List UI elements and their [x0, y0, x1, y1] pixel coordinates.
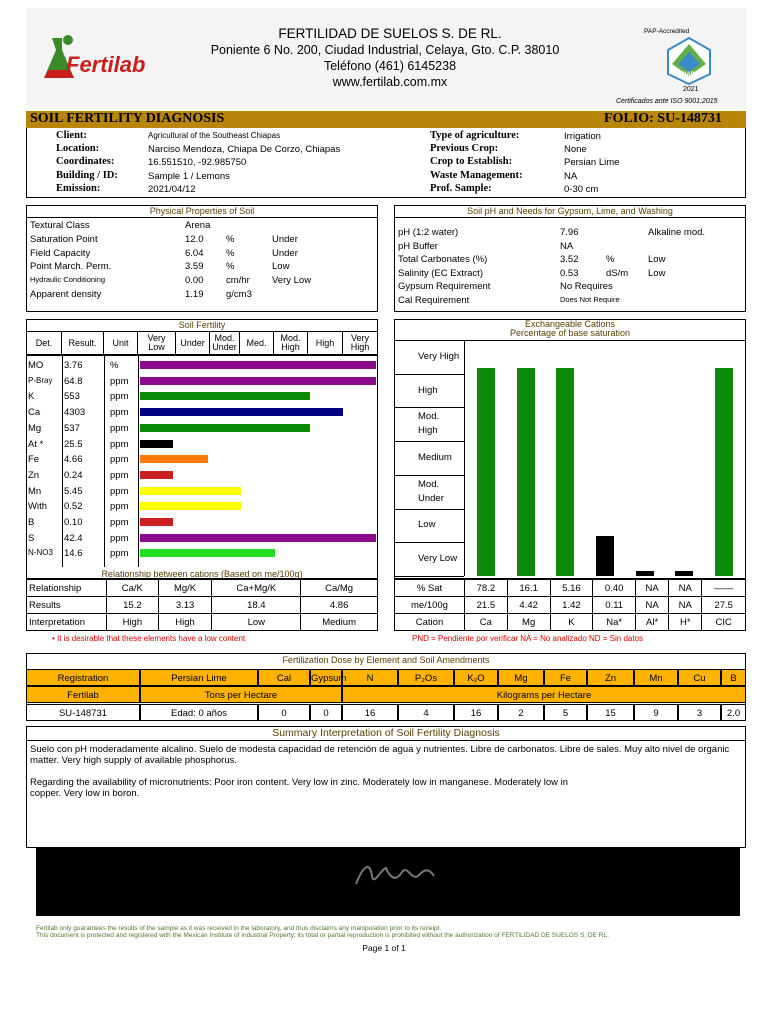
dose-value-cell: SU-148731	[26, 704, 140, 721]
cell: Ca/Mg	[301, 580, 378, 597]
fertility-bar	[140, 549, 275, 557]
cell: 15.2	[107, 597, 159, 614]
fertility-det: Fe	[28, 454, 40, 466]
physical-value: 6.04	[185, 247, 204, 259]
physical-value: Arena	[185, 220, 211, 231]
company-address: Poniente 6 No. 200, Ciudad Industrial, Celaya, Gto. C.P. 38010	[210, 43, 560, 57]
dose-header-cell: N	[342, 669, 398, 686]
cations-level-label: Mod. Under	[418, 478, 444, 504]
info-label: Emission:	[56, 183, 101, 194]
iso-label: Certificados ante ISO 9001:2015	[616, 98, 718, 105]
dose-header-cell: Zn	[587, 669, 634, 686]
dose-header-cell: Mg	[498, 669, 544, 686]
page-number: Page 1 of 1	[362, 943, 406, 953]
fertility-result: 25.5	[64, 438, 83, 450]
fertility-result: 14.6	[64, 548, 83, 560]
cell: NA	[636, 580, 669, 597]
fertility-header-cell: Unit	[104, 331, 138, 355]
fertility-result: 3.76	[64, 360, 83, 371]
fertility-col-line	[62, 355, 63, 567]
fertility-bar	[140, 408, 343, 416]
info-value: Persian Lime	[564, 157, 620, 168]
fertility-unit: ppm	[110, 485, 129, 497]
fertility-header-cell: Mod. High	[274, 331, 308, 355]
fertility-unit: ppm	[110, 422, 129, 434]
physical-rating: Under	[272, 233, 298, 245]
cations-level-label: Medium	[418, 451, 452, 463]
logo-text: Fertilab	[66, 52, 146, 77]
fertility-det: Zn	[28, 469, 40, 481]
physical-name: Point March. Perm.	[30, 261, 112, 273]
cations-level-label: High	[418, 384, 438, 396]
fertility-unit: ppm	[110, 548, 129, 560]
cell: Mg	[507, 614, 550, 631]
fertility-result: 4.66	[64, 454, 83, 466]
cell: Na*	[593, 614, 636, 631]
footer-copyright: This document is protected and registered with the Mexican Institute of Industrial Property; its total or partial reproduction is prohibited without the authorization of FERTILIDAD DE SUELOS S. DE RL.	[36, 932, 609, 939]
cation-bar	[556, 368, 574, 576]
dose-header-cell: Registration	[26, 669, 140, 686]
dose-header-cell: Cu	[678, 669, 721, 686]
accreditation-label: PAP-Accredited	[644, 28, 690, 35]
dose-title: Fertilization Dose by Element and Soil Amendments	[282, 655, 490, 665]
fertility-unit: %	[110, 360, 119, 371]
cell: Ca+Mg/K	[212, 580, 301, 597]
fertility-header-cell: Under	[176, 331, 210, 355]
fertility-header-cell: Mod. Under	[210, 331, 240, 355]
ph-value: 3.52	[560, 254, 579, 266]
cell: Ca	[465, 614, 508, 631]
ph-name: pH Buffer	[398, 240, 438, 252]
cations-level-label: Very High	[418, 350, 460, 362]
ph-name: Salinity (EC Extract)	[398, 267, 483, 279]
fertility-header-cell: High	[308, 331, 343, 355]
fertility-bar	[140, 361, 376, 369]
cell: % Sat	[395, 580, 465, 597]
cell: 4.86	[301, 597, 378, 614]
dose-header-cell: Gypsum	[310, 669, 342, 686]
dose-header-cell: B	[721, 669, 746, 686]
physical-rating: Under	[272, 247, 298, 259]
table-row	[395, 597, 746, 614]
dose-value-cell: 5	[544, 704, 587, 721]
dose-value-cell: 2	[498, 704, 544, 721]
cations-level-line	[394, 576, 464, 577]
footer-disclaimer: Fertilab only guarantees the results of the sample as it was received in the laboratory, and thus disclaims any manipulation prior to its receipt.	[36, 925, 442, 932]
cations-label-divider	[464, 340, 465, 576]
info-label: Waste Management:	[430, 170, 523, 181]
cell: ——	[702, 580, 746, 597]
fertility-unit: ppm	[110, 438, 129, 450]
note-left: • It is desirable that these elements have a low content	[52, 634, 246, 643]
fertility-unit: ppm	[110, 407, 129, 419]
ph-name: pH (1:2 water)	[398, 227, 459, 238]
cations-level-label: Mod. High	[418, 411, 440, 437]
table-row	[27, 580, 378, 597]
summary-title: Summary Interpretation of Soil Fertility Diagnosis	[26, 727, 746, 741]
physical-unit: %	[226, 261, 235, 273]
ph-unit: %	[606, 254, 615, 266]
dose-sub-cell: Tons per Hectare	[140, 686, 342, 703]
cations-subtitle: Percentage of base saturation	[509, 328, 631, 338]
napt-badge-icon	[664, 36, 714, 86]
cation-bar	[675, 571, 693, 576]
cell: 27.5	[702, 597, 746, 614]
dose-sub-cell: Fertilab	[26, 686, 140, 703]
dose-header-cell: P₂Os	[398, 669, 454, 686]
physical-name: Field Capacity	[30, 247, 91, 259]
info-value: NA	[564, 171, 578, 182]
cell: 21.5	[465, 597, 508, 614]
dose-sub-cell: Kilograms per Hectare	[342, 686, 746, 703]
folio: FOLIO: SU-148731	[604, 111, 722, 126]
cell: Relationship	[27, 580, 107, 597]
dose-value-cell: 0	[258, 704, 310, 721]
fertility-header-cell: Det.	[26, 331, 62, 355]
ph-rating: Low	[648, 254, 666, 266]
fertility-header-cell: Result.	[62, 331, 104, 355]
napt-label: NAPT	[682, 72, 699, 78]
fertility-det: N-NO3	[28, 548, 53, 558]
info-value: Irrigation	[564, 131, 601, 142]
dose-value-cell: 16	[454, 704, 498, 721]
info-value: 0-30 cm	[564, 184, 599, 195]
fertility-bar	[140, 471, 173, 479]
fertility-det: Mg	[28, 422, 42, 434]
dose-value-cell: 2.0	[721, 704, 746, 721]
dose-header-cell: K₂O	[454, 669, 498, 686]
cell: High	[158, 614, 212, 631]
fertility-unit: ppm	[110, 517, 129, 528]
fertility-result: 553	[64, 391, 80, 403]
ph-value: 0.53	[560, 267, 579, 279]
fertility-result: 0.24	[64, 469, 83, 481]
cell: K	[550, 614, 593, 631]
cell: Interpretation	[27, 614, 107, 631]
ph-title: Soil pH and Needs for Gypsum, Lime, and Washing	[394, 206, 746, 218]
cell: 1.42	[550, 597, 593, 614]
table-row	[27, 597, 378, 614]
fertility-det: With	[28, 501, 47, 513]
fertility-unit: ppm	[110, 501, 129, 513]
cell: H*	[669, 614, 702, 631]
fertility-bar	[140, 440, 173, 448]
physical-rating: Very Low	[272, 275, 312, 287]
cell: 4.42	[507, 597, 550, 614]
fertility-det: At *	[28, 438, 44, 450]
fertility-det: B	[28, 517, 35, 528]
physical-value: 0.00	[185, 275, 204, 287]
fertility-header-cell: Med.	[240, 331, 274, 355]
cell: Results	[27, 597, 107, 614]
fertility-bar	[140, 455, 208, 463]
cation-bar	[715, 368, 733, 576]
fertility-title: Soil Fertility	[178, 320, 226, 330]
signature-image	[350, 856, 440, 892]
cell: Ca/K	[107, 580, 159, 597]
dose-header-cell: Mn	[634, 669, 678, 686]
cell: Al*	[636, 614, 669, 631]
dose-header-cell: Persian Lime	[140, 669, 258, 686]
cell: Cation	[395, 614, 465, 631]
physical-unit: %	[226, 247, 235, 259]
fertility-col-line	[104, 355, 105, 567]
info-value: 2021/04/12	[148, 184, 196, 195]
ph-name: Gypsum Requirement	[398, 281, 491, 293]
info-value: Agricultural of the Southeast Chiapas	[148, 131, 281, 140]
cell: 18.4	[212, 597, 301, 614]
physical-name: Textural Class	[30, 220, 90, 231]
cell: 78.2	[465, 580, 508, 597]
dose-value-cell: 15	[587, 704, 634, 721]
info-value: 16.551510, -92.985750	[148, 157, 247, 168]
cell: NA	[636, 597, 669, 614]
dose-value-cell: Edad: 0 años	[140, 704, 258, 721]
info-value: None	[564, 144, 587, 155]
cation-bar	[477, 368, 495, 576]
fertility-det: Ca	[28, 407, 41, 419]
fertility-det: K	[28, 391, 35, 403]
cations-level-label: Low	[418, 519, 436, 531]
cell: NA	[669, 597, 702, 614]
dose-value-cell: 16	[342, 704, 398, 721]
ph-value: 7.96	[560, 227, 579, 238]
dose-value-cell: 0	[310, 704, 342, 721]
fertility-header-line	[26, 355, 378, 356]
fertility-header-cell: Very High	[343, 331, 378, 355]
physical-value: 1.19	[185, 289, 204, 300]
physical-unit: %	[226, 233, 235, 245]
dose-value-cell: 9	[634, 704, 678, 721]
fertility-bar	[140, 392, 310, 400]
ph-name: Cal Requirement	[398, 295, 470, 306]
fertility-bar	[140, 534, 376, 542]
info-value: Narciso Mendoza, Chiapa De Corzo, Chiapas	[148, 144, 341, 155]
cell: me/100g	[395, 597, 465, 614]
fertility-unit: ppm	[110, 391, 129, 403]
fertility-result: 0.10	[64, 517, 83, 528]
cell: Mg/K	[158, 580, 212, 597]
ph-unit: dS/m	[606, 267, 629, 279]
info-label: Crop to Establish:	[430, 156, 513, 167]
ph-value: Does Not Require	[560, 295, 620, 304]
fertility-result: 537	[64, 422, 80, 434]
cell: High	[107, 614, 159, 631]
physical-value: 3.59	[185, 261, 204, 273]
dose-value-cell: 4	[398, 704, 454, 721]
report-title: SOIL FERTILITY DIAGNOSIS	[30, 111, 225, 126]
company-name: FERTILIDAD DE SUELOS S. DE RL.	[278, 26, 502, 41]
table-row	[395, 614, 746, 631]
note-right: PND = Pendiente por verificar NA = No analizado ND = Sin datos	[412, 634, 644, 643]
ph-value: No Requires	[560, 281, 613, 293]
physical-rating: Low	[272, 261, 290, 273]
summary-paragraph-2: Regarding the availability of micronutrients: Poor iron content. Very low in zinc. Moderately low in manganese. Moderately low in copper. Very low in boron.	[30, 777, 569, 799]
dose-value-cell: 3	[678, 704, 721, 721]
fertility-det: P-Bray	[28, 375, 53, 385]
fertility-det: S	[28, 532, 35, 544]
fertility-result: 4303	[64, 407, 86, 419]
fertility-col-line	[138, 355, 139, 567]
cation-values-table	[394, 579, 746, 631]
cell: NA	[669, 580, 702, 597]
fertility-unit: ppm	[110, 375, 129, 387]
fertility-unit: ppm	[110, 469, 129, 481]
fertility-bar	[140, 518, 173, 526]
physical-name: Saturation Point	[30, 233, 98, 245]
physical-unit: g/cm3	[226, 289, 252, 300]
cation-bar	[596, 536, 614, 576]
table-row	[395, 580, 746, 597]
fertility-bar	[140, 424, 310, 432]
ph-rating: Low	[648, 267, 666, 279]
info-label: Type of agriculture:	[430, 130, 520, 141]
info-label: Client:	[56, 130, 87, 141]
cell: CIC	[702, 614, 746, 631]
physical-value: 12.0	[185, 233, 204, 245]
cell: Low	[212, 614, 301, 631]
fertility-bar	[140, 502, 241, 510]
ph-rating: Alkaline mod.	[648, 227, 706, 238]
info-label: Previous Crop:	[430, 143, 499, 154]
info-label: Location:	[56, 143, 100, 154]
physical-title: Physical Properties of Soil	[26, 206, 378, 218]
info-value: Sample 1 / Lemons	[148, 171, 230, 182]
fertility-bar	[140, 487, 241, 495]
physical-name: Apparent density	[30, 289, 102, 300]
cell: 3.13	[158, 597, 212, 614]
dose-header-cell: Fe	[544, 669, 587, 686]
cations-title: Exchangeable Cations	[524, 319, 616, 329]
cell: 16.1	[507, 580, 550, 597]
info-label: Coordinates:	[56, 156, 115, 167]
physical-unit: cm/hr	[226, 275, 250, 287]
fertility-bar	[140, 377, 376, 385]
fertility-det: MO	[28, 360, 44, 371]
info-label: Building / ID:	[56, 170, 118, 181]
relationship-title: Relationship between cations (Based on me/100g)	[101, 569, 303, 579]
fertility-header-cell: Very Low	[138, 331, 176, 355]
dose-header-cell: Cal	[258, 669, 310, 686]
fertility-unit: ppm	[110, 532, 129, 544]
fertility-det: Mn	[28, 485, 42, 497]
info-label: Prof. Sample:	[430, 183, 492, 194]
company-phone: Teléfono (461) 6145238	[323, 59, 457, 73]
table-row	[27, 614, 378, 631]
physical-name: Hydraulic Conditioning	[30, 275, 106, 285]
fertility-unit: ppm	[110, 454, 129, 466]
company-web: www.fertilab.com.mx	[332, 75, 448, 89]
fertility-result: 64.8	[64, 375, 83, 387]
cell: Medium	[301, 614, 378, 631]
ph-name: Total Carbonates (%)	[398, 254, 488, 266]
napt-year: 2021	[683, 86, 699, 93]
cation-bar	[517, 368, 535, 576]
relationship-table	[26, 579, 378, 631]
cell: 5.16	[550, 580, 593, 597]
cation-bar	[636, 571, 654, 576]
cations-level-label: Very Low	[418, 553, 458, 565]
fertility-result: 0.52	[64, 501, 83, 513]
ph-value: NA	[560, 240, 574, 252]
fertility-result: 42.4	[64, 532, 83, 544]
cell: 0.11	[593, 597, 636, 614]
cell: 0.40	[593, 580, 636, 597]
fertility-result: 5.45	[64, 485, 83, 497]
summary-paragraph-1: Suelo con pH moderadamente alcalino. Suelo de modesta capacidad de retención de agua y nutrientes. Libre de carbonatos. Libre de sales. Muy alto nivel de organic matter. Very high supply of available phosphorus.	[30, 744, 730, 766]
info-box	[26, 128, 746, 198]
